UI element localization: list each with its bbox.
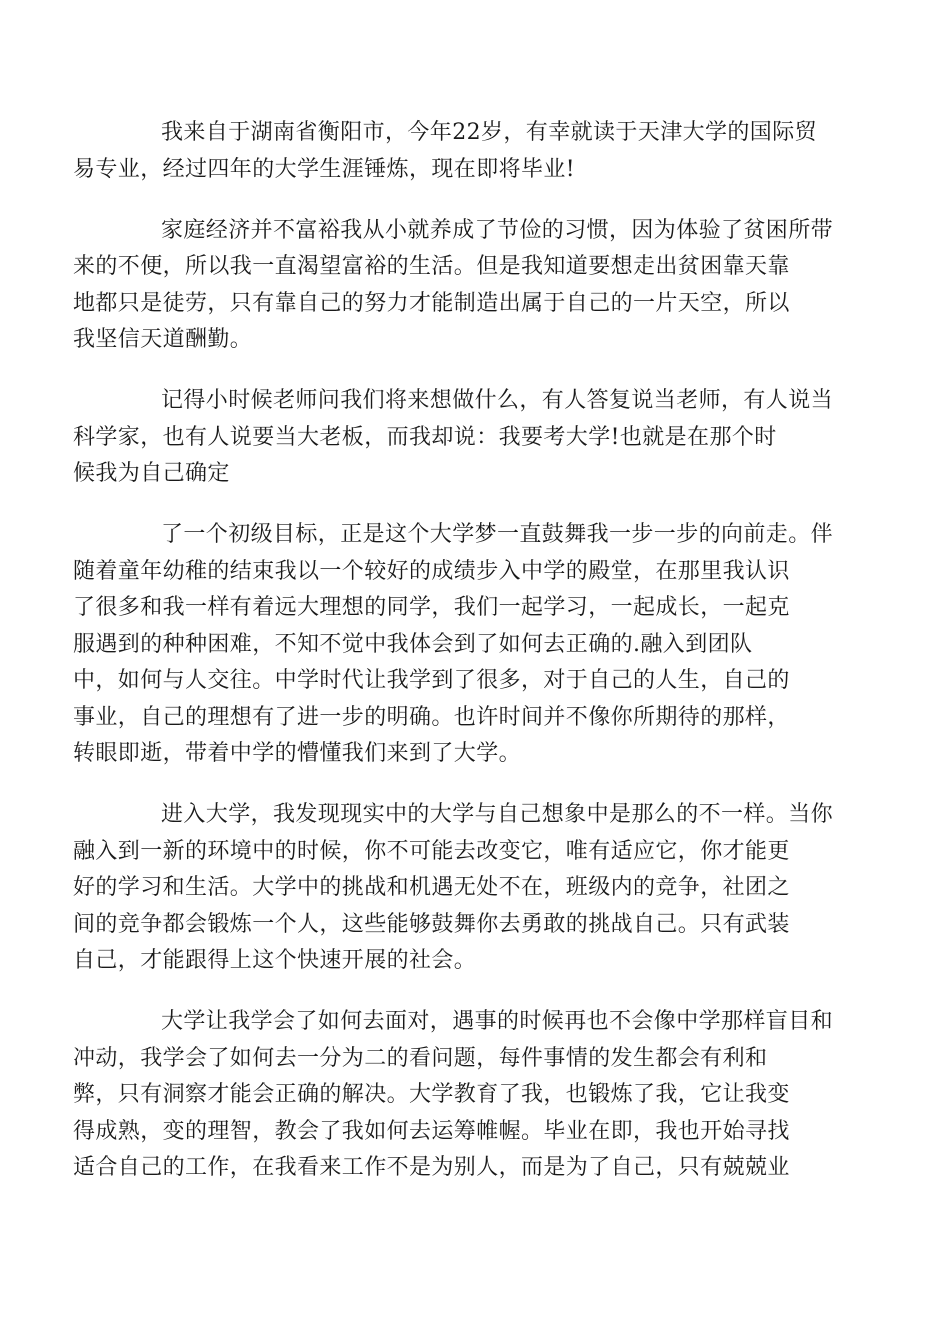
text-line: 家庭经济并不富裕我从小就养成了节俭的习惯，因为体验了贫困所带 (161, 217, 834, 243)
paragraph-5 (73, 797, 834, 980)
text-line: 我来自于湖南省衡阳市，今年22岁，有幸就读于天津大学的国际贸 (161, 120, 817, 145)
text-line: 随着童年幼稚的结束我以一个较好的成绩步入中学的殿堂，在那里我认识 (73, 558, 790, 584)
document-body (73, 115, 834, 1211)
text-line: 大学让我学会了如何去面对，遇事的时候再也不会像中学那样盲目和 (161, 1009, 834, 1034)
text-line: 进入大学，我发现现实中的大学与自己想象中是那么的不一样。当你 (161, 802, 834, 827)
text-line: 弊，只有洞察才能会正确的解决。大学教育了我，也锻炼了我，它让我变 (73, 1082, 790, 1107)
text-line: 我坚信天道酬勤。 (73, 327, 253, 352)
paragraph-6 (73, 1004, 834, 1187)
paragraph-1 (73, 115, 833, 188)
text-line: 服遇到的种种困难，不知不觉中我体会到了如何去正确的.融入到团队 (73, 631, 753, 657)
text-line: 了一个初级目标，正是这个大学梦一直鼓舞我一步一步的向前走。伴 (161, 522, 834, 547)
paragraph-4 (73, 517, 834, 773)
paragraph-2 (73, 213, 834, 359)
text-line: 候我为自己确定 (73, 461, 230, 486)
text-line: 来的不便，所以我一直渴望富裕的生活。但是我知道要想走出贫困靠天靠 (73, 254, 790, 279)
text-line: 易专业，经过四年的大学生涯锤炼，现在即将毕业! (73, 156, 576, 182)
text-line: 科学家，也有人说要当大老板，而我却说：我要考大学!也就是在那个时 (73, 424, 777, 450)
text-line: 转眼即逝，带着中学的懵懂我们来到了大学。 (73, 741, 522, 766)
text-line: 融入到一新的环境中的时候，你不可能去改变它，唯有适应它，你才能更 (73, 838, 790, 864)
text-line: 冲动，我学会了如何去一分为二的看问题，每件事情的发生都会有利和 (73, 1045, 768, 1071)
text-line: 中，如何与人交往。中学时代让我学到了很多，对于自己的人生，自己的 (73, 668, 790, 693)
text-line: 地都只是徒劳，只有靠自己的努力才能制造出属于自己的一片天空，所以 (73, 290, 790, 316)
text-line: 自己，才能跟得上这个快速开展的社会。 (73, 948, 477, 973)
paragraph-3 (73, 383, 834, 493)
text-line: 好的学习和生活。大学中的挑战和机遇无处不在，班级内的竞争，社团之 (73, 875, 790, 900)
text-line: 适合自己的工作，在我看来工作不是为别人，而是为了自己，只有兢兢业 (73, 1155, 790, 1180)
text-line: 得成熟，变的理智，教会了我如何去运筹帷幄。毕业在即，我也开始寻找 (73, 1118, 790, 1144)
text-line: 间的竞争都会锻炼一个人，这些能够鼓舞你去勇敢的挑战自己。只有武装 (73, 911, 790, 937)
text-line: 事业，自己的理想有了进一步的明确。也许时间并不像你所期待的那样， (73, 704, 790, 730)
text-line: 了很多和我一样有着远大理想的同学，我们一起学习，一起成长，一起克 (73, 595, 790, 620)
text-line: 记得小时候老师问我们将来想做什么，有人答复说当老师，有人说当 (161, 388, 834, 413)
